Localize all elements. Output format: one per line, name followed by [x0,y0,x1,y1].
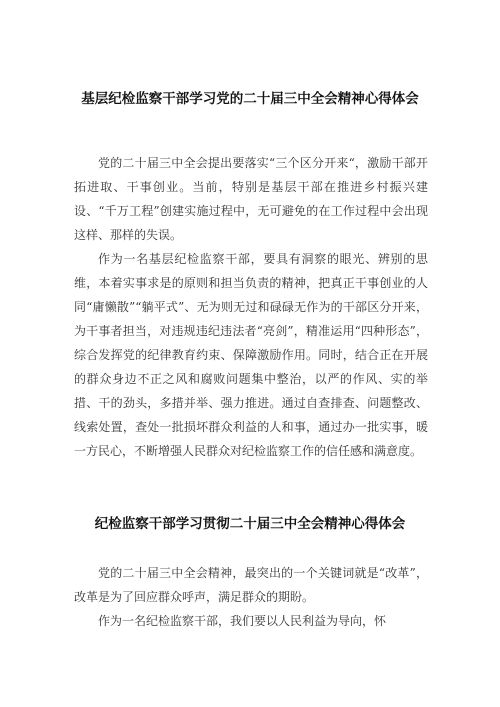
section-title: 基层纪检监察干部学习党的二十届三中全会精神心得体会 [81,91,419,107]
paragraph: 党的二十届三中全会提出要落实“三个区分开来“，激励干部开拓进取、干事创业。当前，特别是基层干部在推进乡村振兴建设、“千万工程”创建实施过程中，无可避免的在工作过程中会出现这样、那样的失误。 [74,156,428,242]
section-title: 纪检监察干部学习贯彻二十届三中全会精神心得体会 [94,516,406,532]
section-body [74,561,428,633]
section-body [74,151,428,463]
paragraph: 党的二十届三中全会精神，最突出的一个关键词就是“改革”，改革是为了回应群众呼声，满足群众的期盼。 [74,566,428,604]
paragraph: 作为一名纪检监察干部，我们要以人民利益为导向，怀 [98,614,387,628]
paragraph: 作为一名基层纪检监察干部，要具有洞察的眼光、辨别的思维，本着实事求是的原则和担当负责的精神，把真正干事创业的人同“庸懒散”“躺平式”、无为则无过和碌碌无作为的干部区分开来，为干事者担当，对违规违纪违法者“亮剑”，精准运用“四种形态”，综合发挥党的纪律教育约束、保障激励作用。同时，结合正在开展的群众身边不正之风和腐败问题集中整治，以严的作风、实的举措、干的劲头，多措并举、强力推进。通过自查排查、问题整改、线索处置，查处一批损坏群众利益的人和事，通过办一批实事，暖一方民心，不断增强人民群众对纪检监察工作的信任感和满意度。 [74,252,428,458]
